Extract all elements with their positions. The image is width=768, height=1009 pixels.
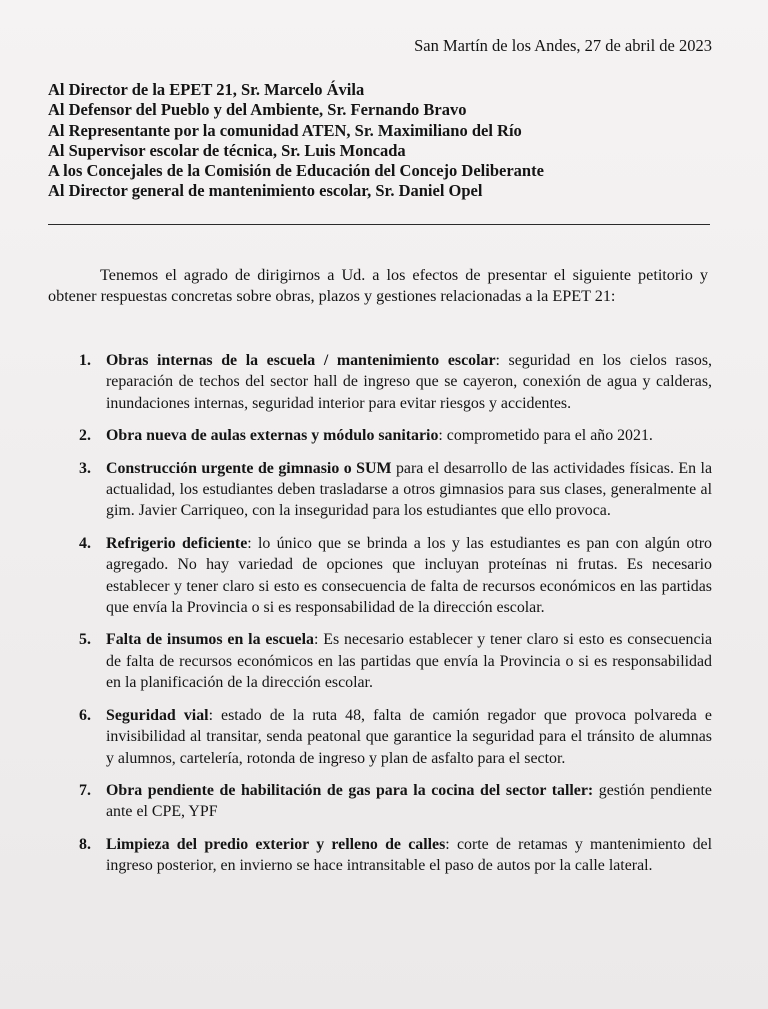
item-title: Falta de insumos en la escuela [106, 631, 314, 649]
recipient-line: Al Director de la EPET 21, Sr. Marcelo Ávila [48, 80, 365, 99]
item-text: : comprometido para el año 2021. [438, 427, 653, 445]
recipient-line: Al Supervisor escolar de técnica, Sr. Luis Moncada [48, 140, 406, 160]
item-number: 5. [79, 631, 91, 649]
petition-item [48, 834, 712, 877]
item-title: Obras internas de la escuela / mantenimiento escolar [106, 352, 496, 369]
item-title: Construcción urgente de gimnasio o SUM [106, 459, 392, 477]
item-number: 2. [79, 427, 91, 445]
item-text: : Es necesario establecer y tener claro si esto es consecuencia de falta de recursos económicos en las partidas que envía la Provincia o si es responsabilidad en la planificación de la dirección escolar. [106, 631, 712, 692]
recipient-line: A los Concejales de la Comisión de Educación del Concejo Deliberante [48, 161, 544, 181]
date-line: San Martín de los Andes, 27 de abril de 2023 [414, 36, 712, 55]
item-number: 4. [79, 534, 91, 552]
petition-item [48, 458, 712, 522]
item-title: Seguridad vial [106, 706, 209, 724]
petition-item [48, 425, 712, 446]
item-number: 8. [79, 835, 91, 853]
item-title: Limpieza del predio exterior y relleno de calles [106, 835, 446, 853]
item-number: 7. [79, 781, 91, 799]
item-title: Obra pendiente de habilitación de gas para la cocina del sector taller: [106, 781, 594, 799]
item-title: Refrigerio deficiente [106, 534, 248, 552]
recipient-line: Al Representante por la comunidad ATEN, Sr. Maximiliano del Río [48, 120, 522, 140]
recipient-line: Al Defensor del Pueblo y del Ambiente, Sr. Fernando Bravo [48, 100, 467, 120]
intro-paragraph: Tenemos el agrado de dirigirnos a Ud. a los efectos de presentar el siguiente petitorio y obtener respuestas concretas sobre obras, plazos y gestiones relacionadas a la EPET 21: [48, 266, 708, 306]
separator-rule [48, 224, 710, 225]
petition-item [48, 350, 712, 414]
item-text: para el desarrollo de las actividades físicas. En la actualidad, los estudiantes deben trasladarse a otros gimnasios para sus clases, generalmente al gim. Javier Carriqueo, con la inseguridad para los estudiantes que ello provoca. [106, 459, 713, 520]
petition-item [48, 629, 712, 693]
item-text: : corte de retamas y mantenimiento del ingreso posterior, en invierno se hace intransitable el paso de autos por la calle lateral. [106, 835, 712, 875]
item-number: 1. [79, 352, 91, 369]
item-text: : estado de la ruta 48, falta de camión regador que provoca polvareda e invisibilidad al transitar, senda peatonal que garantice la seguridad para el tránsito de alumnas y alumnos, cartelería, rotonda de ingreso y plan de asfalto para el sector. [106, 706, 712, 767]
petition-list [48, 350, 712, 888]
item-title: Obra nueva de aulas externas y módulo sanitario [106, 427, 439, 445]
item-number: 6. [79, 706, 91, 724]
item-text: : lo único que se brinda a los y las estudiantes es pan con algún otro agregado. No hay variedad de opciones que incluyan proteínas ni frutas. Es necesario establecer y tener claro si esto es consecuencia de falta de recursos económicos en las partidas que envía la Provincia o si es responsabilidad de la dirección escolar. [106, 534, 712, 617]
recipient-line: Al Director general de mantenimiento escolar, Sr. Daniel Opel [48, 181, 483, 201]
item-text: gestión pendiente ante el CPE, YPF [106, 781, 712, 821]
petition-item [48, 780, 712, 823]
recipients-block [48, 80, 728, 202]
item-number: 3. [79, 459, 91, 477]
petition-item [48, 533, 712, 619]
petition-item [48, 705, 712, 769]
item-text: : seguridad en los cielos rasos, reparación de techos del sector hall de ingreso que se cayeron, conexión de agua y calderas, inundaciones internas, seguridad interior para evitar riesgos y accidentes. [106, 352, 712, 412]
